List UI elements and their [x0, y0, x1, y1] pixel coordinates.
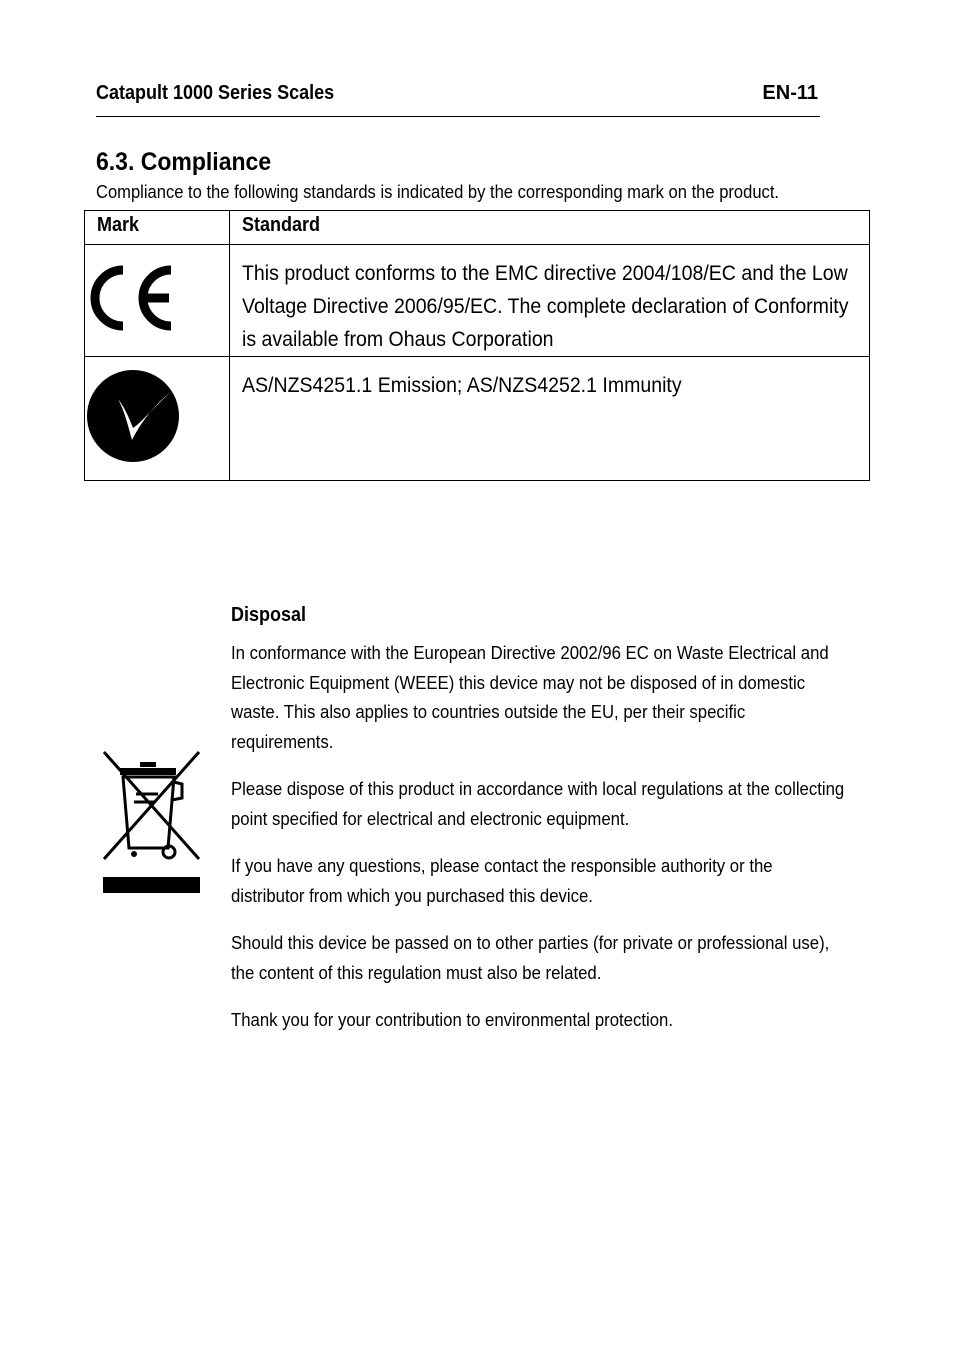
standard-text: This product conforms to the EMC directive 2004/108/EC and the Low Voltage Directive 2006/95/EC. The complete declaration of Conformity is available from Ohaus Corporation — [242, 262, 849, 351]
page-number: EN-11 — [762, 82, 818, 104]
disposal-heading: Disposal — [231, 604, 307, 626]
mark-cell — [85, 245, 230, 357]
table-header-row — [85, 211, 870, 245]
disposal-paragraph: Thank you for your contribution to environmental protection. — [231, 1010, 673, 1030]
disposal-paragraph: Please dispose of this product in accordance with local regulations at the collecting point specified for electrical and electronic equipment. — [231, 779, 845, 829]
disposal-paragraph: Should this device be passed on to other parties (for private or professional use), the content of this regulation must also be related. — [231, 933, 830, 983]
ce-mark-icon — [85, 265, 177, 331]
standard-text: AS/NZS4251.1 Emission; AS/NZS4252.1 Immunity — [242, 374, 682, 397]
c-tick-mark-icon — [85, 368, 181, 464]
column-header-standard: Standard — [230, 211, 870, 245]
table-row — [85, 357, 870, 481]
standard-cell — [230, 245, 870, 357]
crossed-out-wheelie-bin-icon — [100, 750, 202, 895]
disposal-section — [231, 600, 871, 1054]
section-heading: 6.3. Compliance — [96, 148, 272, 176]
page-header — [96, 82, 820, 117]
column-header-mark: Mark — [85, 211, 230, 245]
compliance-table — [84, 210, 870, 481]
section-intro: Compliance to the following standards is indicated by the corresponding mark on the product. — [96, 182, 780, 202]
disposal-paragraph: If you have any questions, please contact the responsible authority or the distributor from which you purchased this device. — [231, 856, 773, 906]
standard-cell — [230, 357, 870, 481]
table-row — [85, 245, 870, 357]
document-title: Catapult 1000 Series Scales — [96, 82, 335, 104]
mark-cell — [85, 357, 230, 481]
disposal-paragraph: In conformance with the European Directive 2002/96 EC on Waste Electrical and Electronic Equipment (WEEE) this device may not be disposed of in domestic waste. This also applies to countries outside the EU, per their specific requirements. — [231, 643, 829, 752]
